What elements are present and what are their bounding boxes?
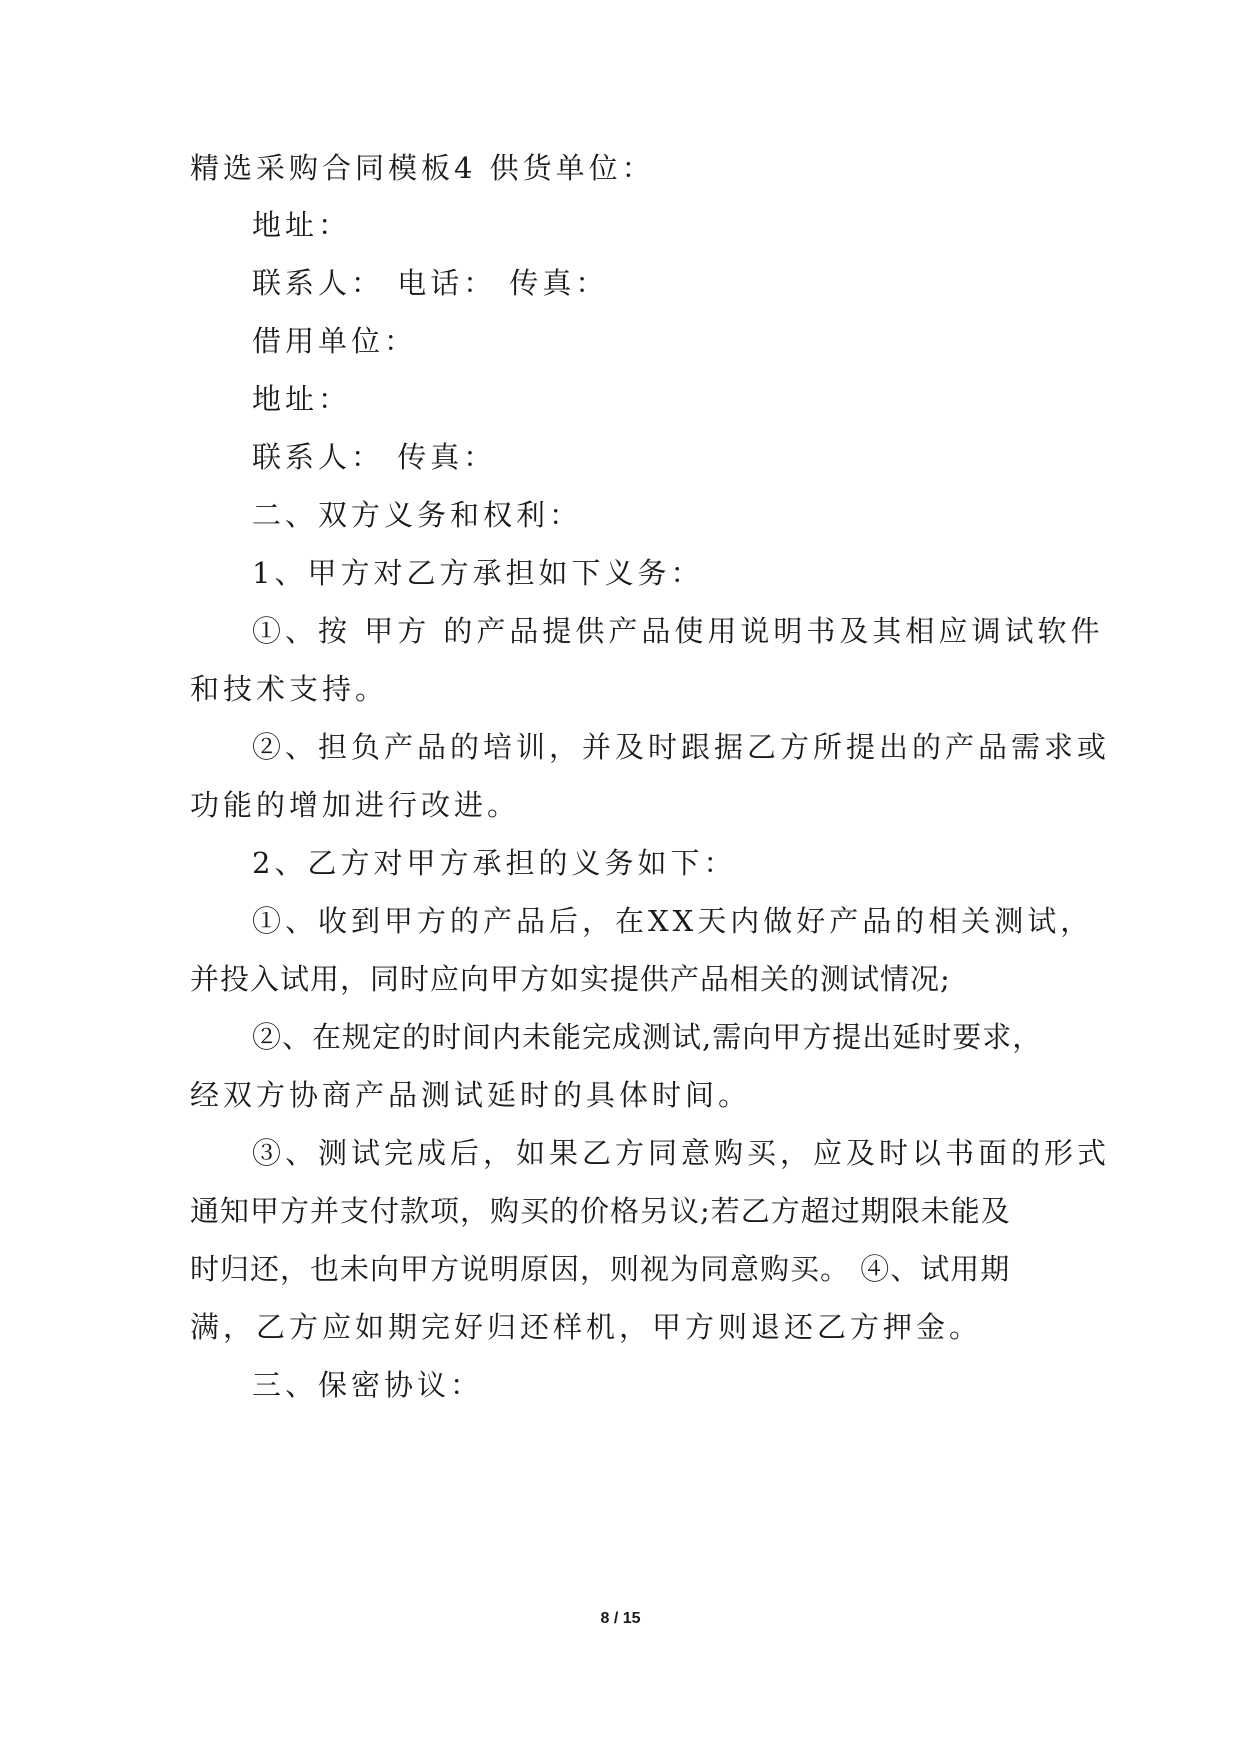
paragraph-line: 并投入试用，同时应向甲方如实提供产品相关的测试情况; (190, 962, 951, 996)
page-number: 8 / 15 (600, 1610, 641, 1627)
paragraph-line: 和技术支持。 (190, 672, 389, 706)
paragraph-line: 满，乙方应如期完好归还样机，甲方则退还乙方押金。 (190, 1310, 983, 1344)
party-a-obligations-heading: 1、甲方对乙方承担如下义务： (252, 556, 704, 590)
borrower-address-line: 地址： (252, 382, 352, 416)
paragraph-line: 经双方协商产品测试延时的具体时间。 (190, 1078, 752, 1112)
paragraph-line: 时归还，也未向甲方说明原因，则视为同意购买。 ④、试用期 (190, 1252, 1011, 1286)
section-heading-obligations: 二、双方义务和权利： (252, 498, 583, 532)
paragraph-line: ③、测试完成后，如果乙方同意购买，应及时以书面的形式 (252, 1136, 1111, 1170)
paragraph-line: ①、按 甲方 的产品提供产品使用说明书及其相应调试软件 (252, 614, 1104, 648)
supplier-contact-line: 联系人： 电话： 传真： (252, 266, 609, 300)
document-title-line: 精选采购合同模板4 供货单位： (190, 151, 655, 185)
borrower-contact-line: 联系人： 传真： (252, 440, 497, 474)
section-heading-confidentiality: 三、保密协议： (252, 1368, 484, 1402)
paragraph-line: ②、担负产品的培训，并及时跟据乙方所提出的产品需求或 (252, 730, 1111, 764)
paragraph-line: 通知甲方并支付款项，购买的价格另议;若乙方超过期限未能及 (190, 1194, 1011, 1228)
borrower-unit-line: 借用单位： (252, 324, 418, 358)
paragraph-line: ①、收到甲方的产品后，在XX天内做好产品的相关测试， (252, 904, 1094, 938)
paragraph-line: ②、在规定的时间内未能完成测试,需向甲方提出延时要求， (252, 1020, 1043, 1054)
party-b-obligations-heading: 2、乙方对甲方承担的义务如下： (252, 846, 737, 880)
supplier-address-line: 地址： (252, 208, 352, 242)
paragraph-line: 功能的增加进行改进。 (190, 788, 521, 822)
